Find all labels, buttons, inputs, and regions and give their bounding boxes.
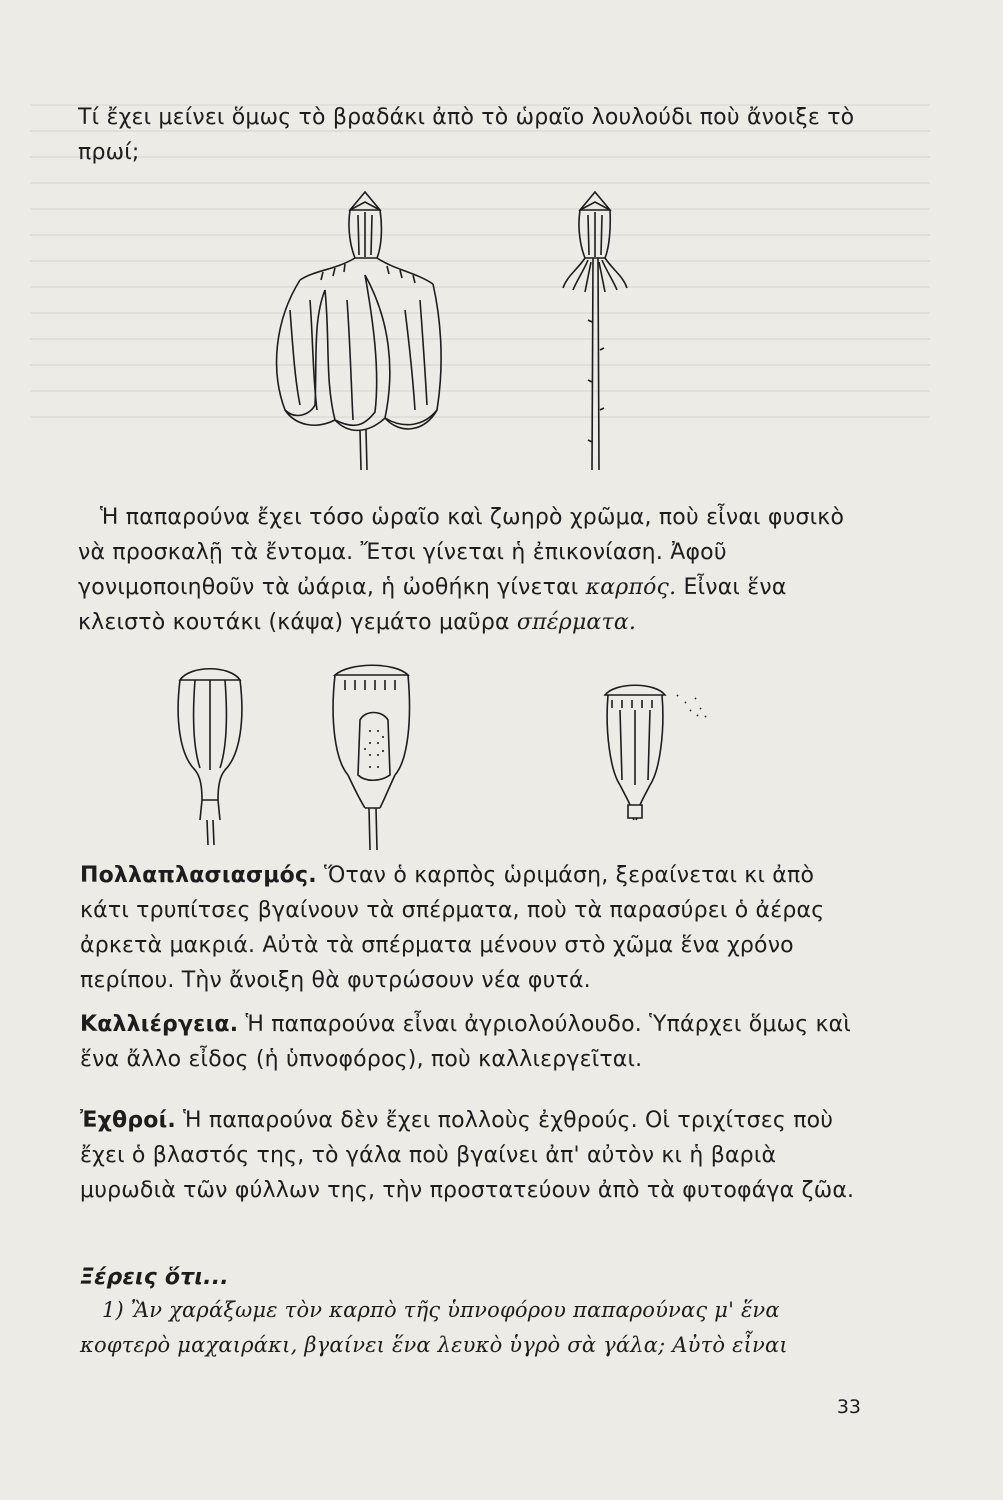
capsule-releasing-seeds-icon	[605, 685, 706, 820]
propagation-paragraph	[80, 858, 865, 998]
intro-text: Τί ἔχει μείνει ὅμως τὸ βραδάκι ἀπὸ τὸ ὡραῖο λουλούδι ποὺ ἄνοιξε τὸ πρωί;	[78, 105, 855, 165]
term-seeds: σπέρματα.	[516, 610, 637, 635]
capsule-closed-icon	[178, 669, 242, 845]
enemies-paragraph	[80, 1103, 865, 1208]
cultivation-heading: Καλλιέργεια.	[80, 1012, 239, 1037]
propagation-text: Ὅταν ὁ καρπὸς ὡριμάση, ξεραίνεται κι ἀπὸ κάτι τρυπίτσες βγαίνουν τὰ σπέρματα, ποὺ τὰ παρασύρει ὁ ἀέρας ἀρκετὰ μακριά. Αὐτὰ τὰ σπέρματα μένουν στὸ χῶμα ἕνα χρόνο περίπου. Τὴν ἄνοιξη θὰ φυτρώσουν νέα φυτά.	[80, 863, 825, 993]
cultivation-text: Ἡ παπαρούνα εἶναι ἀγριολούλουδο. Ὑπάρχει ὅμως καὶ ἕνα ἄλλο εἶδος (ἡ ὑπνοφόρος), ποὺ καλλιεργεῖται.	[80, 1012, 852, 1072]
did-you-know-heading: Ξέρεις ὅτι...	[80, 1265, 229, 1290]
intro-paragraph	[78, 100, 863, 170]
cultivation-paragraph	[80, 1007, 865, 1077]
poppy-capsule-on-stem-icon	[563, 192, 627, 470]
fact-1	[80, 1293, 865, 1363]
propagation-heading: Πολλαπλασιασμός.	[80, 863, 317, 888]
poppy-flower-wilting-icon	[277, 192, 442, 470]
fact-1-text: 1) Ἂν χαράξωμε τὸν καρπὸ τῆς ὑπνοφόρου παπαρούνας μ' ἕνα κοφτερὸ μαχαιράκι, βγαίνει ἕνα λευκὸ ὑγρὸ σὰ γάλα; Αὐτὸ εἶναι	[80, 1298, 788, 1357]
poppy-flower-figure	[255, 180, 665, 480]
description-paragraph	[78, 500, 863, 640]
description-text: Ἡ παπαρούνα ἔχει τόσο ὡραῖο καὶ ζωηρὸ χρῶμα, ποὺ εἶναι φυσικὸ νὰ προσκαλῇ τὰ ἔντομα. Ἔτσι γίνεται ἡ ἐπικονίαση. Ἀφοῦ γονιμοποιηθοῦν τὰ ὠάρια, ἡ ὠοθήκη γίνεται	[78, 505, 845, 600]
description-text-2: Εἶναι ἕνα κλειστὸ κουτάκι (κάψα) γεμάτο μαῦρα	[78, 575, 787, 635]
capsules-figure	[150, 650, 750, 850]
page-number: 33	[836, 1396, 861, 1418]
enemies-text: Ἡ παπαρούνα δὲν ἔχει πολλοὺς ἐχθρούς. Οἱ τριχίτσες ποὺ ἔχει ὁ βλαστός της, τὸ γάλα ποὺ βγαίνει ἀπ' αὐτὸν κι ἡ βαριὰ μυρωδιὰ τῶν φύλλων της, τὴν προστατεύουν ἀπὸ τὰ φυτοφάγα ζῶα.	[80, 1108, 855, 1203]
capsule-cutaway-icon	[333, 665, 409, 850]
enemies-heading: Ἐχθροί.	[80, 1108, 176, 1133]
term-fruit: καρπός.	[585, 575, 677, 600]
